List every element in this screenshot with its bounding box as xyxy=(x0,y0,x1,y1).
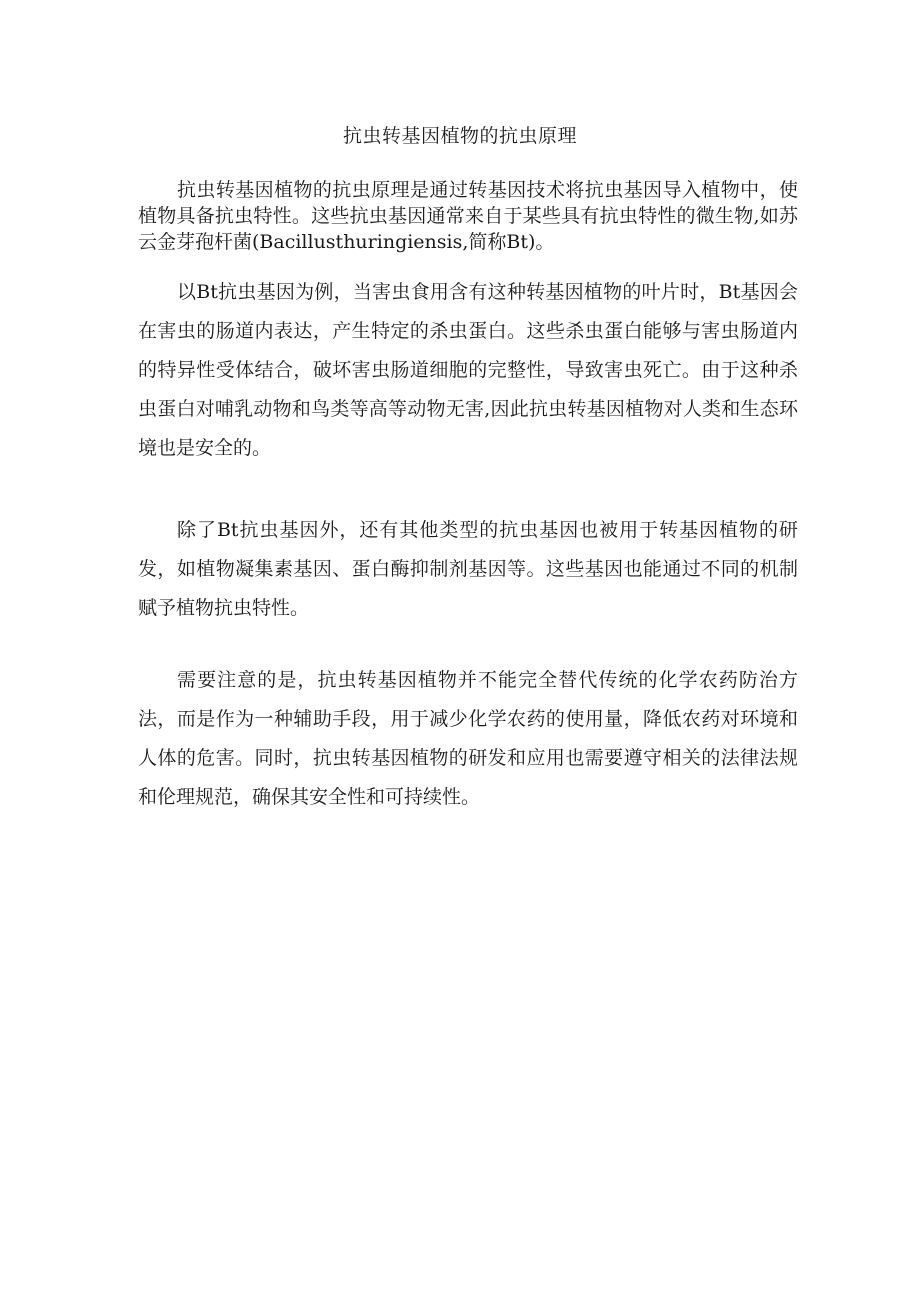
document-title: 抗虫转基因植物的抗虫原理 xyxy=(342,125,577,147)
paragraph-3: 除了Bt抗虫基因外，还有其他类型的抗虫基因也被用于转基因植物的研发，如植物凝集素基因、蛋白酶抑制剂基因等。这些基因也能通过不同的机制赋予植物抗虫特性。 xyxy=(138,519,798,619)
paragraph-1: 抗虫转基因植物的抗虫原理是通过转基因技术将抗虫基因导入植物中，使植物具备抗虫特性。这些抗虫基因通常来自于某些具有抗虫特性的微生物,如苏云金芽孢杆菌(Bacillusthuringiensis,简称Bt)。 xyxy=(138,179,798,253)
paragraph-4: 需要注意的是，抗虫转基因植物并不能完全替代传统的化学农药防治方法，而是作为一种辅助手段，用于减少化学农药的使用量，降低农药对环境和人体的危害。同时，抗虫转基因植物的研发和应用也需要遵守相关的法律法规和伦理规范，确保其安全性和可持续性。 xyxy=(138,669,798,808)
paragraph-2: 以Bt抗虫基因为例，当害虫食用含有这种转基因植物的叶片时，Bt基因会在害虫的肠道内表达，产生特定的杀虫蛋白。这些杀虫蛋白能够与害虫肠道内的特异性受体结合，破坏害虫肠道细胞的完整性，导致害虫死亡。由于这种杀虫蛋白对哺乳动物和鸟类等高等动物无害,因此抗虫转基因植物对人类和生态环境也是安全的。 xyxy=(138,281,798,459)
